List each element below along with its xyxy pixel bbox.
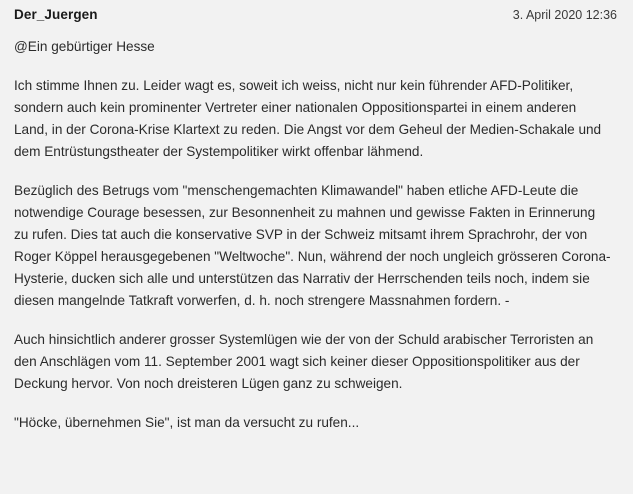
post-paragraph: Ich stimme Ihnen zu. Leider wagt es, soweit ich weiss, nicht nur kein führender AFD-Politiker, sondern auch kein prominenter Vertreter einer nationalen Oppositionspartei in einem anderen Land, in der Corona-Krise Klartext zu reden. Die Angst vor dem Geheul der Medien-Schakale und dem Entrüstungstheater der Systempolitiker wirkt offenbar lähmend. — [14, 78, 602, 160]
post-timestamp: 3. April 2020 12:36 — [512, 8, 617, 22]
post-paragraph: Auch hinsichtlich anderer grosser Systemlügen wie der von der Schuld arabischer Terroristen an den Anschlägen vom 11. September 2001 wagt sich keiner dieser Oppositionspolitiker aus der Deckung hervor. Von noch dreisteren Lügen ganz zu schweigen. — [14, 332, 594, 392]
post-paragraph: "Höcke, übernehmen Sie", ist man da versucht zu rufen... — [14, 415, 360, 431]
post-header — [8, 0, 619, 22]
post-accent-bar — [0, 0, 3, 494]
post-author[interactable]: Der_Juergen — [14, 7, 98, 22]
post-paragraph: Bezüglich des Betrugs vom "menschengemachten Klimawandel" haben etliche AFD-Leute die notwendige Courage besessen, zur Besonnenheit zu mahnen und gewisse Fakten in Erinnerung zu rufen. Dies tat auch die konservative SVP in der Schweiz mitsamt ihrem Sprachrohr, der von Roger Köppel herausgegebenen "Weltwoche". Nun, während der noch ungleich grösseren Corona-Hysterie, ducken sich alle und unterstützen das Narrativ der Herrschenden teils noch, indem sie diesen mangelnde Tatkraft vorwerfen, d. h. noch strengere Massnahmen fordern. - — [14, 183, 611, 309]
post-body — [8, 22, 619, 434]
post-paragraph-mention: @Ein gebürtiger Hesse — [14, 39, 155, 54]
